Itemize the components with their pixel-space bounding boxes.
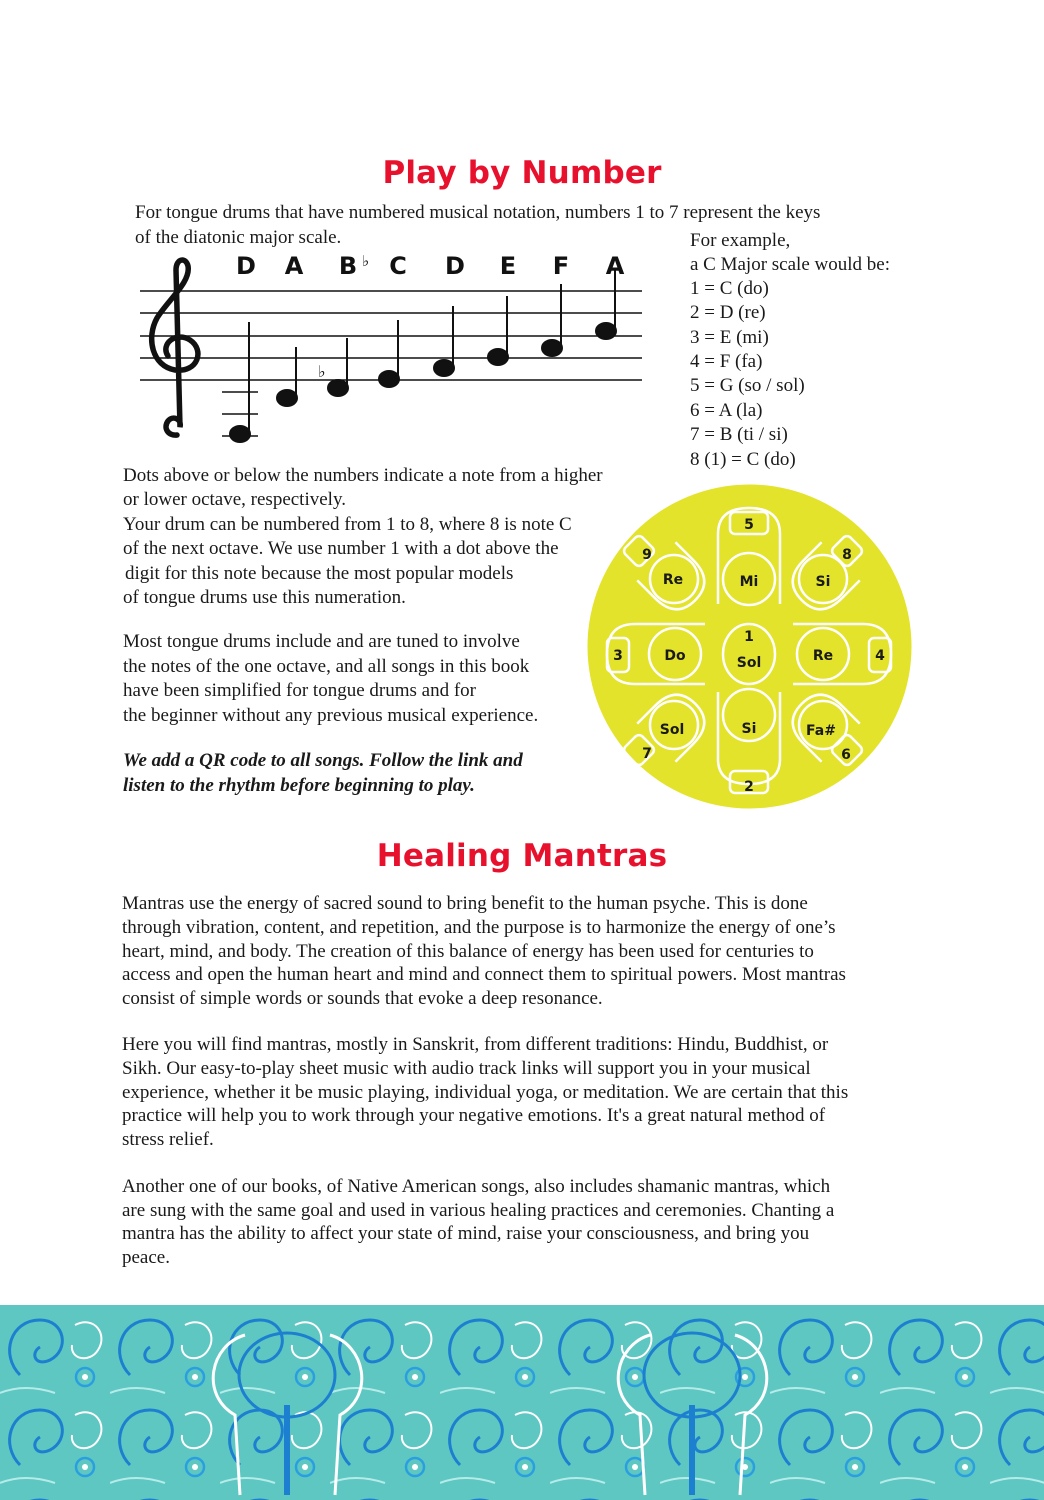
intro-line-1: For tongue drums that have numbered musical notation, numbers 1 to 7 represent the keys xyxy=(135,202,821,223)
dots-line: or lower octave, respectively. xyxy=(123,489,346,510)
qr-note-line: listen to the rhythm before beginning to play. xyxy=(123,775,475,796)
example-line: For example, xyxy=(690,230,791,251)
example-line: 1 = C (do) xyxy=(690,278,769,299)
example-line: 2 = D (re) xyxy=(690,302,766,323)
drum-note: Do xyxy=(664,648,686,664)
drum-number: 9 xyxy=(642,547,652,563)
dots-line: of the next octave. We use number 1 with a dot above the xyxy=(123,538,559,559)
paragraph-line: consist of simple words or sounds that evoke a deep resonance. xyxy=(122,988,603,1009)
dots-line: Dots above or below the numbers indicate a note from a higher xyxy=(123,465,603,486)
note-letter: A xyxy=(284,252,304,280)
example-line: 3 = E (mi) xyxy=(690,327,769,348)
example-line: 6 = A (la) xyxy=(690,400,763,421)
example-line: 5 = G (so / sol) xyxy=(690,375,805,396)
paragraph-line: practice will help you to work through your negative emotions. It's a great natural method of xyxy=(122,1105,826,1126)
dots-line: Your drum can be numbered from 1 to 8, where 8 is note C xyxy=(123,514,572,535)
note-letter: B xyxy=(338,252,358,280)
drum-note: Sol xyxy=(736,655,762,671)
paragraph-line: stress relief. xyxy=(122,1129,214,1150)
note-letter: E xyxy=(499,252,517,280)
tuned-line: the notes of the one octave, and all songs in this book xyxy=(123,656,530,677)
decorative-paisley-band xyxy=(0,1305,1044,1500)
staff-lines xyxy=(140,291,642,380)
drum-number: 3 xyxy=(613,648,623,664)
tuned-line: the beginner without any previous musical experience. xyxy=(123,705,539,726)
note-letters xyxy=(236,252,625,280)
drum-note: Mi xyxy=(739,574,759,590)
example-line: a C Major scale would be: xyxy=(690,254,890,275)
drum-note: Fa# xyxy=(806,723,836,739)
paragraph-line: through vibration, content, and repetition, and the purpose is to harmonize the energy of one’s xyxy=(122,917,836,938)
example-line: 8 (1) = C (do) xyxy=(690,449,796,470)
treble-clef-icon xyxy=(152,260,198,435)
note-letter: F xyxy=(552,252,570,280)
tuned-line: Most tongue drums include and are tuned to involve xyxy=(123,631,520,652)
drum-note: Re xyxy=(662,572,684,588)
example-line: 4 = F (fa) xyxy=(690,351,763,372)
qr-note-line: We add a QR code to all songs. Follow the link and xyxy=(123,750,523,771)
paragraph-line: mantra has the ability to affect your state of mind, raise your consciousness, and bring you xyxy=(122,1223,810,1244)
drum-number: 7 xyxy=(642,746,652,762)
paisley-pattern xyxy=(0,1305,1044,1500)
note-letter: D xyxy=(236,252,256,280)
paragraph-line: access and open the human heart and mind and connect them to spiritual powers. Most mantras xyxy=(122,964,846,985)
paragraph-line: Another one of our books, of Native American songs, also includes shamanic mantras, which xyxy=(122,1176,831,1197)
section-title-healing-mantras: Healing Mantras xyxy=(376,838,668,874)
paragraph-line: experience, whether it be music playing, individual yoga, or meditation. We are certain that this xyxy=(122,1082,849,1103)
paragraph-line: peace. xyxy=(122,1247,170,1268)
paragraph-line: Mantras use the energy of sacred sound to bring benefit to the human psyche. This is done xyxy=(122,893,808,914)
tuned-line: have been simplified for tongue drums and for xyxy=(123,680,476,701)
note-letter: D xyxy=(445,252,465,280)
tongue-drum-diagram xyxy=(587,484,912,809)
drum-note: Sol xyxy=(659,722,685,738)
drum-number: 4 xyxy=(875,648,885,664)
drum-number: 6 xyxy=(841,747,851,763)
paragraph-line: heart, mind, and body. The creation of this balance of energy has been used for centuries to xyxy=(122,941,814,962)
flat-symbol: ♭ xyxy=(362,252,370,270)
music-staff xyxy=(130,245,660,455)
note-letter: A xyxy=(605,252,625,280)
drum-note: Re xyxy=(812,648,834,664)
paragraph-line: Here you will find mantras, mostly in Sanskrit, from different traditions: Hindu, Buddhist, or xyxy=(122,1034,829,1055)
drum-note: Si xyxy=(741,721,757,737)
section-title-play-by-number: Play by Number xyxy=(382,155,662,191)
paragraph-line: Sikh. Our easy-to-play sheet music with audio track links will support you in your musical xyxy=(122,1058,811,1079)
example-line: 7 = B (ti / si) xyxy=(690,424,788,445)
dots-line: digit for this note because the most popular models xyxy=(125,563,514,584)
drum-number: 5 xyxy=(744,517,754,533)
drum-number: 8 xyxy=(842,547,852,563)
drum-note: Si xyxy=(815,574,831,590)
paragraph-line: are sung with the same goal and used in various healing practices and ceremonies. Chanting a xyxy=(122,1200,835,1221)
flat-accidental: ♭ xyxy=(318,362,326,381)
drum-number: 2 xyxy=(744,779,754,795)
staff-notes xyxy=(230,268,616,442)
dots-line: of tongue drums use this numeration. xyxy=(123,587,406,608)
drum-number: 1 xyxy=(744,629,754,645)
note-letter: C xyxy=(389,252,407,280)
intro-line-2: of the diatonic major scale. xyxy=(135,227,342,248)
